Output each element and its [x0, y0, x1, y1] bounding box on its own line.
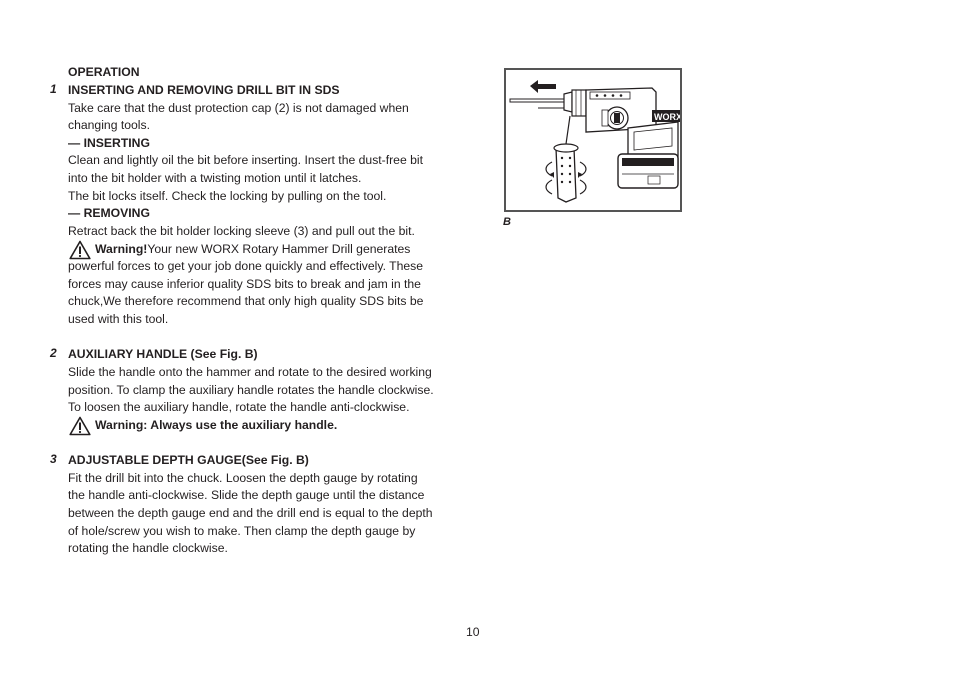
warning-icon	[69, 240, 91, 260]
item-2-line-2: position. To clamp the auxiliary handle rotates the handle clockwise.	[68, 383, 434, 397]
item-heading-1: INSERTING AND REMOVING DRILL BIT IN SDS	[68, 83, 340, 97]
inserting-line-3: The bit locks itself. Check the locking by pulling on the tool.	[68, 189, 387, 203]
item-3-line-5: rotating the handle clockwise.	[68, 541, 228, 555]
inserting-heading: — INSERTING	[68, 136, 150, 150]
item-number-2: 2	[50, 346, 57, 360]
warning-first-line	[95, 241, 410, 259]
item-3-line-4: of hole/screw you wish to make. Then clamp the depth gauge by	[68, 524, 416, 538]
item-number-3: 3	[50, 452, 57, 466]
removing-heading: — REMOVING	[68, 206, 150, 220]
figure-b-frame	[504, 68, 682, 212]
item-2-line-3: To loosen the auxiliary handle, rotate the handle anti-clockwise.	[68, 400, 410, 414]
auxiliary-handle-warning: Warning: Always use the auxiliary handle.	[95, 418, 338, 432]
warning-line-2: powerful forces to get your job done quickly and effectively. These	[68, 259, 423, 273]
inserting-line-2: into the bit holder with a twisting motion until it latches.	[68, 171, 362, 185]
direction-arrow-icon	[530, 80, 556, 93]
warning-text-first: Your new WORX Rotary Hammer Drill generates	[147, 242, 411, 256]
item-1-intro-line-1: Take care that the dust protection cap (2) is not damaged when	[68, 101, 409, 115]
item-2-line-1: Slide the handle onto the hammer and rotate to the desired working	[68, 365, 432, 379]
brand-logo: WORX	[654, 112, 680, 122]
warning-label: Warning!	[95, 242, 148, 256]
rotary-hammer-illustration	[506, 70, 680, 210]
item-heading-3: ADJUSTABLE DEPTH GAUGE(See Fig. B)	[68, 453, 309, 467]
removing-line: Retract back the bit holder locking sleeve (3) and pull out the bit.	[68, 224, 415, 238]
item-3-line-2: the handle anti-clockwise. Slide the depth gauge until the distance	[68, 488, 425, 502]
item-1-intro-line-2: changing tools.	[68, 118, 150, 132]
warning-line-4: chuck,We therefore recommend that only high quality SDS bits be	[68, 294, 424, 308]
warning-line-3: forces may cause inferior quality SDS bits to break and jam in the	[68, 277, 421, 291]
section-title: OPERATION	[68, 65, 140, 79]
inserting-line-1: Clean and lightly oil the bit before inserting. Insert the dust-free bit	[68, 153, 423, 167]
page-number: 10	[466, 625, 480, 639]
warning-line-5: used with this tool.	[68, 312, 169, 326]
warning-icon	[69, 416, 91, 436]
item-number-1: 1	[50, 82, 57, 96]
item-3-line-3: between the depth gauge end and the drill end is equal to the depth	[68, 506, 433, 520]
item-heading-2: AUXILIARY HANDLE (See Fig. B)	[68, 347, 258, 361]
figure-label: B	[503, 216, 511, 228]
item-3-line-1: Fit the drill bit into the chuck. Loosen the depth gauge by rotating	[68, 471, 418, 485]
